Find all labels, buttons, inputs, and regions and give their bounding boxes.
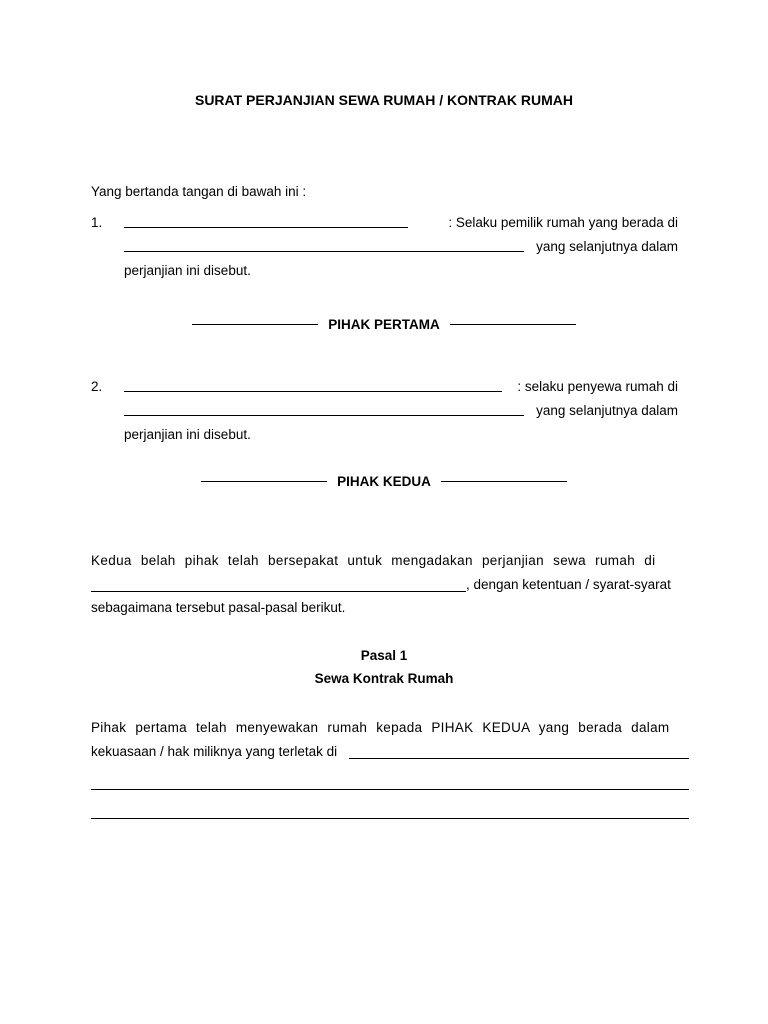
party1-role-text: : Selaku pemilik rumah yang berada di bbox=[448, 215, 678, 230]
pasal1-line2-text: kekuasaan / hak miliknya yang terletak di bbox=[91, 744, 338, 759]
document-title: SURAT PERJANJIAN SEWA RUMAH / KONTRAK RUMAH bbox=[194, 92, 573, 108]
party1-address-blank[interactable] bbox=[124, 239, 524, 252]
intro-text: Yang bertanda tangan di bawah ini : bbox=[91, 184, 307, 199]
party2-line2 bbox=[124, 403, 678, 418]
separator-rule-left bbox=[192, 324, 318, 325]
party1-name-blank[interactable] bbox=[124, 215, 408, 228]
separator-rule-left bbox=[201, 481, 327, 482]
pasal1-extra-line-2[interactable] bbox=[91, 818, 689, 819]
party2-name-blank[interactable] bbox=[124, 379, 502, 392]
party1-label: PIHAK PERTAMA bbox=[328, 317, 440, 332]
pasal1-number: Pasal 1 bbox=[360, 648, 408, 663]
pasal1-location-blank[interactable] bbox=[349, 746, 689, 759]
pasal1-heading: Sewa Kontrak Rumah bbox=[314, 671, 454, 686]
separator-rule-right bbox=[450, 324, 576, 325]
agreement-location-blank[interactable] bbox=[91, 579, 466, 592]
party1-line3: perjanjian ini disebut. bbox=[124, 263, 251, 278]
party2-address-blank[interactable] bbox=[124, 403, 524, 416]
agreement-line3: sebagaimana tersebut pasal-pasal berikut. bbox=[91, 600, 346, 615]
party2-role-text: : selaku penyewa rumah di bbox=[517, 379, 678, 394]
pasal1-line1-text: Pihak pertama telah menyewakan rumah kepada PIHAK KEDUA yang berada dalam bbox=[91, 720, 670, 735]
separator-rule-right bbox=[441, 481, 567, 482]
party2-label-separator bbox=[0, 474, 768, 489]
pasal1-line1 bbox=[91, 720, 678, 735]
agreement-line1 bbox=[91, 553, 678, 568]
party1-label-separator bbox=[0, 317, 768, 332]
party1-line1 bbox=[124, 215, 678, 230]
party2-label: PIHAK KEDUA bbox=[337, 474, 431, 489]
party2-number: 2. bbox=[91, 379, 103, 394]
party2-line1 bbox=[124, 379, 678, 394]
agreement-line1-text: Kedua belah pihak telah bersepakat untuk mengadakan perjanjian sewa rumah di bbox=[91, 553, 656, 568]
pasal1-line2 bbox=[91, 744, 689, 759]
agreement-location-group bbox=[91, 577, 671, 592]
party2-line3: perjanjian ini disebut. bbox=[124, 427, 251, 442]
agreement-line2 bbox=[91, 577, 678, 592]
party1-continuation-text: yang selanjutnya dalam bbox=[536, 239, 678, 254]
party1-number: 1. bbox=[91, 215, 103, 230]
pasal1-extra-line-1[interactable] bbox=[91, 789, 689, 790]
agreement-line2-text: , dengan ketentuan / syarat-syarat bbox=[466, 577, 671, 592]
party2-continuation-text: yang selanjutnya dalam bbox=[536, 403, 678, 418]
party1-line2 bbox=[124, 239, 678, 254]
